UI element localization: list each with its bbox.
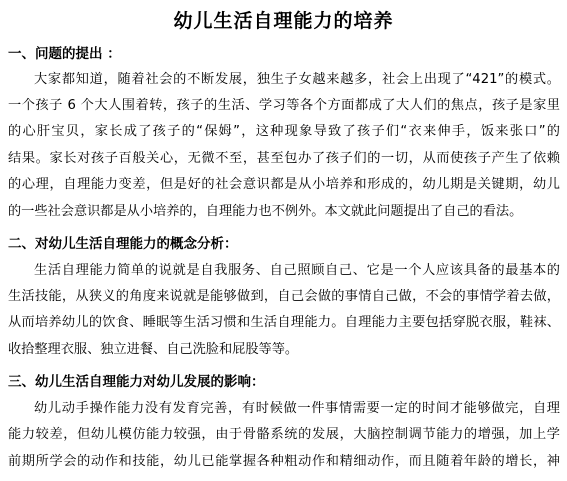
paragraph-line: 结果。家长对孩子百般关心，无微不至，甚至包办了孩子们的一切，从而使孩子产生了依赖	[8, 151, 560, 166]
paragraph-line: 收拾整理衣服、独立进餐、自己洗脸和屁股等等。	[8, 342, 299, 357]
section-heading-2: 二、对幼儿生活自理能力的概念分析：	[8, 236, 238, 252]
paragraph-line: 能力较差，但幼儿模仿能力较强，由于骨骼系统的发展，大脑控制调节能力的增强，加上学	[8, 427, 560, 442]
section-heading-1: 一、问题的提出 ：	[8, 46, 121, 62]
paragraph-line: 的心理，自理能力变差，但是好的社会意识都是从小培养和形成的，幼儿期是关键期，幼儿	[8, 177, 560, 192]
paragraph-line: 从而培养幼儿的饮食、睡眠等生活习惯和生活自理能力。自理能力主要包括穿脱衣服，鞋袜、	[8, 315, 560, 330]
paragraph-line: 的心肝宝贝，家长成了孩子的“保姆”，这种现象导致了孩子们“衣来伸手，饭来张口”的	[8, 124, 560, 139]
paragraph-line: 一个孩子 6 个大人围着转，孩子的生活、学习等各个方面都成了大人们的焦点，孩子是家里	[8, 98, 560, 113]
paragraph-line: 大家都知道，随着社会的不断发展，独生子女越来越多，社会上出现了“421”的模式。	[34, 72, 560, 87]
paragraph-line: 的一些社会意识都是从小培养的，自理能力也不例外。本文就此问题提出了自己的看法。	[8, 204, 523, 219]
section-heading-3: 三、幼儿生活自理能力对幼儿发展的影响：	[8, 374, 265, 390]
paragraph-line: 生活技能，从狭义的角度来说就是能够做到，自己会做的事情自己做，不会的事情学着去做，	[8, 289, 560, 304]
paragraph-line: 幼儿动手操作能力没有发育完善，有时候做一件事情需要一定的时间才能够做完，自理	[34, 401, 560, 416]
document-title: 幼儿生活自理能力的培养	[173, 10, 394, 32]
paragraph-line: 生活自理能力简单的说就是自我服务、自己照顾自己、它是一个人应该具备的最基本的	[34, 263, 560, 278]
paragraph-line: 前期所学会的动作和技能，幼儿已能掌握各种粗动作和精细动作，而且随着年龄的增长，神	[8, 454, 560, 469]
